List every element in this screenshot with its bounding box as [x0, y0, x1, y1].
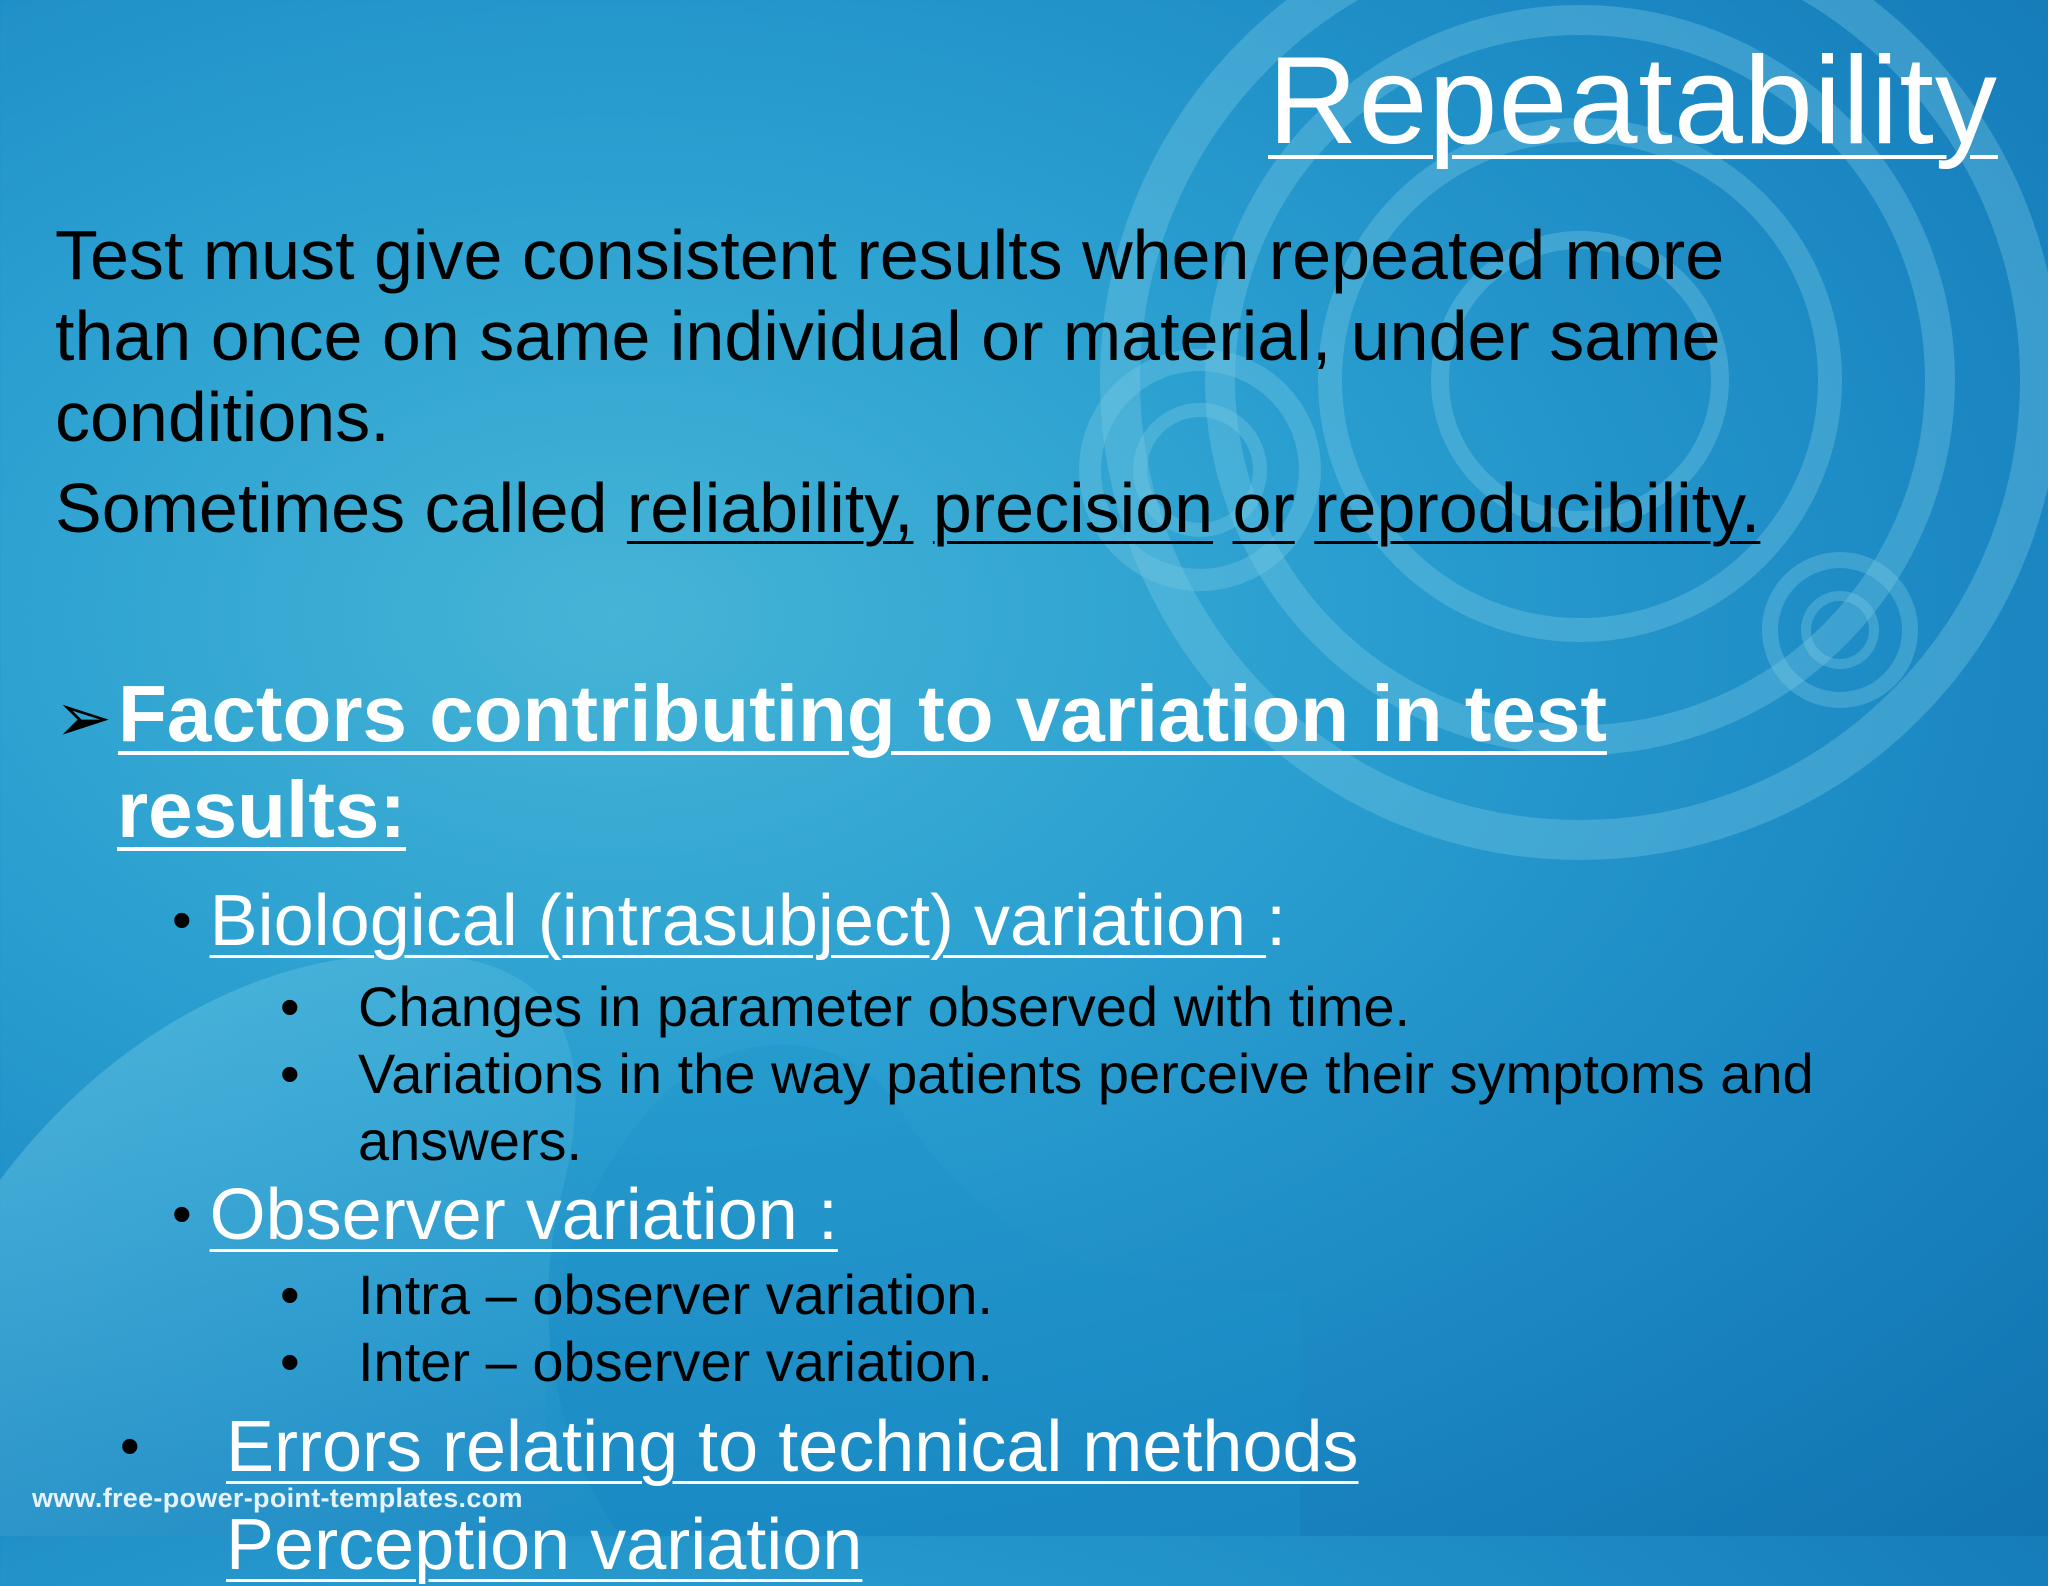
- factors-heading: [55, 668, 1607, 856]
- observer-subitem-2: [280, 1329, 993, 1394]
- bullet-icon: •: [280, 975, 300, 1038]
- observer-variation-label: Observer variation :: [209, 1175, 838, 1255]
- definition-line-3: conditions.: [55, 378, 390, 456]
- bullet-icon: •: [172, 888, 192, 951]
- term-precision: precision: [932, 469, 1214, 547]
- biological-subitem-2: [280, 1041, 1814, 1106]
- definition-line-2: than once on same individual or material, under same: [55, 297, 1721, 375]
- synonyms-prefix: Sometimes called: [55, 469, 627, 547]
- biological-variation-item: [172, 880, 1286, 962]
- bullet-icon: •: [172, 1182, 192, 1245]
- observer-variation-item: [172, 1174, 838, 1256]
- factors-line-1: Factors contributing to variation in test: [117, 669, 1607, 758]
- biological-subitem-text: Changes in parameter observed with time.: [358, 975, 1411, 1038]
- technical-errors-item: [120, 1406, 1359, 1488]
- biological-colon: :: [1266, 881, 1287, 961]
- term-reproducibility: reproducibility.: [1314, 469, 1761, 547]
- technical-errors-label: Errors relating to technical methods: [226, 1407, 1359, 1487]
- perception-variation-item: [226, 1504, 862, 1586]
- factors-line-2: results:: [117, 765, 406, 854]
- bullet-icon: •: [280, 1042, 300, 1105]
- footer-watermark: www.free-power-point-templates.com: [32, 1483, 523, 1513]
- biological-variation-label: Biological (intrasubject) variation: [209, 881, 1267, 961]
- term-reliability: reliability,: [626, 469, 914, 547]
- biological-subitem-1: [280, 974, 1410, 1039]
- definition-paragraph: [55, 215, 1724, 458]
- biological-subitem-text: Variations in the way patients perceive their symptoms and: [358, 1042, 1814, 1105]
- observer-subitem-text: Intra – observer variation.: [358, 1263, 993, 1326]
- synonyms-paragraph: [55, 468, 1760, 549]
- bullet-icon: •: [120, 1414, 140, 1477]
- definition-line-1: Test must give consistent results when repeated more: [55, 216, 1725, 294]
- slide-title: Repeatability: [1268, 32, 1998, 170]
- term-or: or: [1232, 469, 1295, 547]
- observer-subitem-1: [280, 1262, 993, 1327]
- bullet-icon: •: [280, 1330, 300, 1393]
- bullet-icon: •: [280, 1263, 300, 1326]
- arrow-bullet-icon: ➢: [55, 680, 112, 756]
- observer-subitem-text: Inter – observer variation.: [358, 1330, 993, 1393]
- perception-variation-label: Perception variation: [226, 1505, 863, 1585]
- biological-subitem-2-continued: answers.: [358, 1109, 583, 1172]
